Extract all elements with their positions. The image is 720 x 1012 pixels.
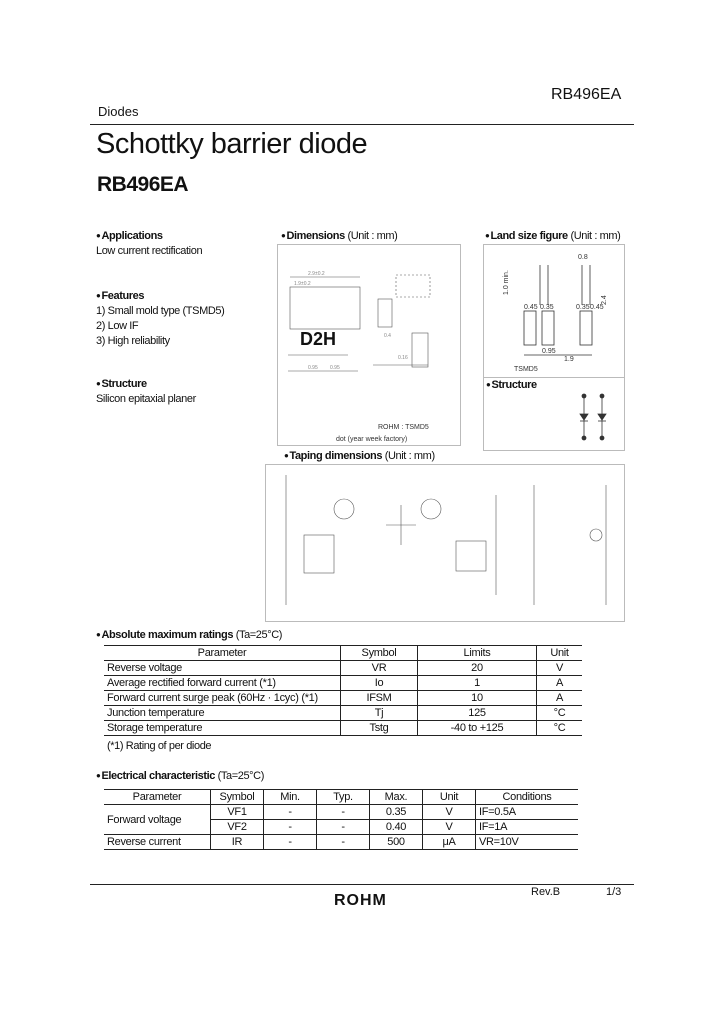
table-cell: IF=1A (476, 820, 579, 835)
land-label: 0.35 (540, 304, 554, 311)
structure-figure (483, 376, 625, 451)
structure-right-heading: ● Structure (486, 379, 537, 391)
svg-text:ROHM: ROHM (334, 892, 387, 908)
table-cell: Storage temperature (104, 721, 341, 736)
table-cell: - (264, 835, 317, 850)
table-cell: 0.40 (370, 820, 423, 835)
page-title: Schottky barrier diode (96, 128, 368, 160)
land-label: 0.8 (578, 254, 588, 261)
land-label: 1.0 min. (503, 270, 510, 295)
table-cell: IFSM (341, 691, 418, 706)
marking-text: D2H (300, 329, 337, 349)
maker-text: ROHM : TSMD5 (378, 424, 429, 431)
table-cell: Reverse current (104, 835, 211, 850)
table-cell: VR=10V (476, 835, 579, 850)
footer-rule (90, 884, 634, 885)
table-cell: °C (537, 721, 583, 736)
table-header: Typ. (317, 790, 370, 805)
table-cell: μA (423, 835, 476, 850)
taping-figure (265, 464, 625, 622)
svg-text:1.9±0.2: 1.9±0.2 (294, 281, 311, 287)
dot-note: dot (year week factory) (336, 436, 408, 443)
table-cell: Reverse voltage (104, 661, 341, 676)
table-header: Parameter (104, 646, 341, 661)
elec-heading: ● Electrical characteristic (Ta=25°C) (96, 770, 264, 782)
table-cell: - (317, 805, 370, 820)
land-label: TSMD5 (514, 366, 538, 373)
table-cell: -40 to +125 (418, 721, 537, 736)
table-row (104, 721, 582, 736)
features-item: 3) High reliability (96, 335, 170, 347)
features-item: 2) Low IF (96, 320, 139, 332)
header-rule (90, 124, 634, 125)
applications-heading: ● Applications (96, 230, 163, 242)
applications-text: Low current rectification (96, 245, 203, 257)
rohm-logo-mark (333, 890, 395, 908)
table-cell: - (317, 835, 370, 850)
abs-max-table (104, 645, 582, 736)
table-cell: Tstg (341, 721, 418, 736)
table-cell: 125 (418, 706, 537, 721)
table-cell: 500 (370, 835, 423, 850)
abs-max-note: (*1) Rating of per diode (107, 740, 212, 752)
table-header: Unit (537, 646, 583, 661)
part-heading: RB496EA (97, 173, 189, 196)
table-cell: Forward voltage (104, 805, 211, 835)
table-cell: A (537, 691, 583, 706)
table-cell: °C (537, 706, 583, 721)
table-row (104, 706, 582, 721)
dimensions-heading: ● Dimensions (Unit : mm) (281, 230, 397, 242)
table-cell: V (423, 820, 476, 835)
table-header: Symbol (341, 646, 418, 661)
table-row (104, 805, 578, 820)
table-cell: Average rectified forward current (*1) (104, 676, 341, 691)
table-cell: IR (211, 835, 264, 850)
table-header: Parameter (104, 790, 211, 805)
table-cell: VR (341, 661, 418, 676)
rohm-logo (333, 890, 395, 908)
table-cell: Forward current surge peak (60Hz · 1cyc) (*1) (104, 691, 341, 706)
table-cell: 0.35 (370, 805, 423, 820)
land-label: 0.95 (542, 348, 556, 355)
land-label: 2.4 (601, 295, 608, 305)
structure-text: Silicon epitaxial planer (96, 393, 196, 405)
table-header: Max. (370, 790, 423, 805)
table-cell: V (423, 805, 476, 820)
abs-max-heading: ● Absolute maximum ratings (Ta=25°C) (96, 629, 282, 641)
svg-text:0.4: 0.4 (384, 333, 391, 339)
table-header: Limits (418, 646, 537, 661)
svg-text:0.95: 0.95 (330, 365, 340, 371)
land-label: 0.45 (590, 304, 604, 311)
table-header-row (104, 646, 582, 661)
land-label: 0.35 (576, 304, 590, 311)
table-row (104, 676, 582, 691)
header-category: Diodes (98, 104, 139, 119)
table-cell: Tj (341, 706, 418, 721)
table-cell: 1 (418, 676, 537, 691)
land-figure (483, 244, 625, 378)
table-cell: V (537, 661, 583, 676)
table-row (104, 691, 582, 706)
taping-drawing (266, 465, 624, 621)
features-item: 1) Small mold type (TSMD5) (96, 305, 225, 317)
land-heading: ● Land size figure (Unit : mm) (485, 230, 620, 242)
table-header: Unit (423, 790, 476, 805)
header-part-number: RB496EA (551, 86, 622, 103)
table-row (104, 835, 578, 850)
elec-table (104, 789, 578, 850)
table-cell: 20 (418, 661, 537, 676)
table-header: Min. (264, 790, 317, 805)
structure-drawing (484, 376, 624, 450)
structure-heading: ● Structure (96, 378, 147, 390)
table-cell: - (317, 820, 370, 835)
table-cell: - (264, 820, 317, 835)
table-header-row (104, 790, 578, 805)
svg-text:0.16: 0.16 (398, 355, 408, 361)
land-label: 1.9 (564, 356, 574, 363)
land-label: 0.45 (524, 304, 538, 311)
table-header: Conditions (476, 790, 579, 805)
table-header: Symbol (211, 790, 264, 805)
svg-text:2.9±0.2: 2.9±0.2 (308, 271, 325, 277)
page-number: 1/3 (606, 886, 622, 898)
table-cell: Io (341, 676, 418, 691)
table-cell: 10 (418, 691, 537, 706)
table-cell: - (264, 805, 317, 820)
table-cell: Junction temperature (104, 706, 341, 721)
svg-text:0.95: 0.95 (308, 365, 318, 371)
table-row (104, 661, 582, 676)
table-cell: VF2 (211, 820, 264, 835)
table-cell: VF1 (211, 805, 264, 820)
features-heading: ● Features (96, 290, 144, 302)
table-cell: IF=0.5A (476, 805, 579, 820)
dimensions-figure (277, 244, 461, 446)
land-drawing (484, 245, 624, 377)
revision: Rev.B (531, 886, 561, 898)
taping-heading: ● Taping dimensions (Unit : mm) (284, 450, 435, 462)
table-cell: A (537, 676, 583, 691)
dimensions-drawing (278, 245, 460, 445)
